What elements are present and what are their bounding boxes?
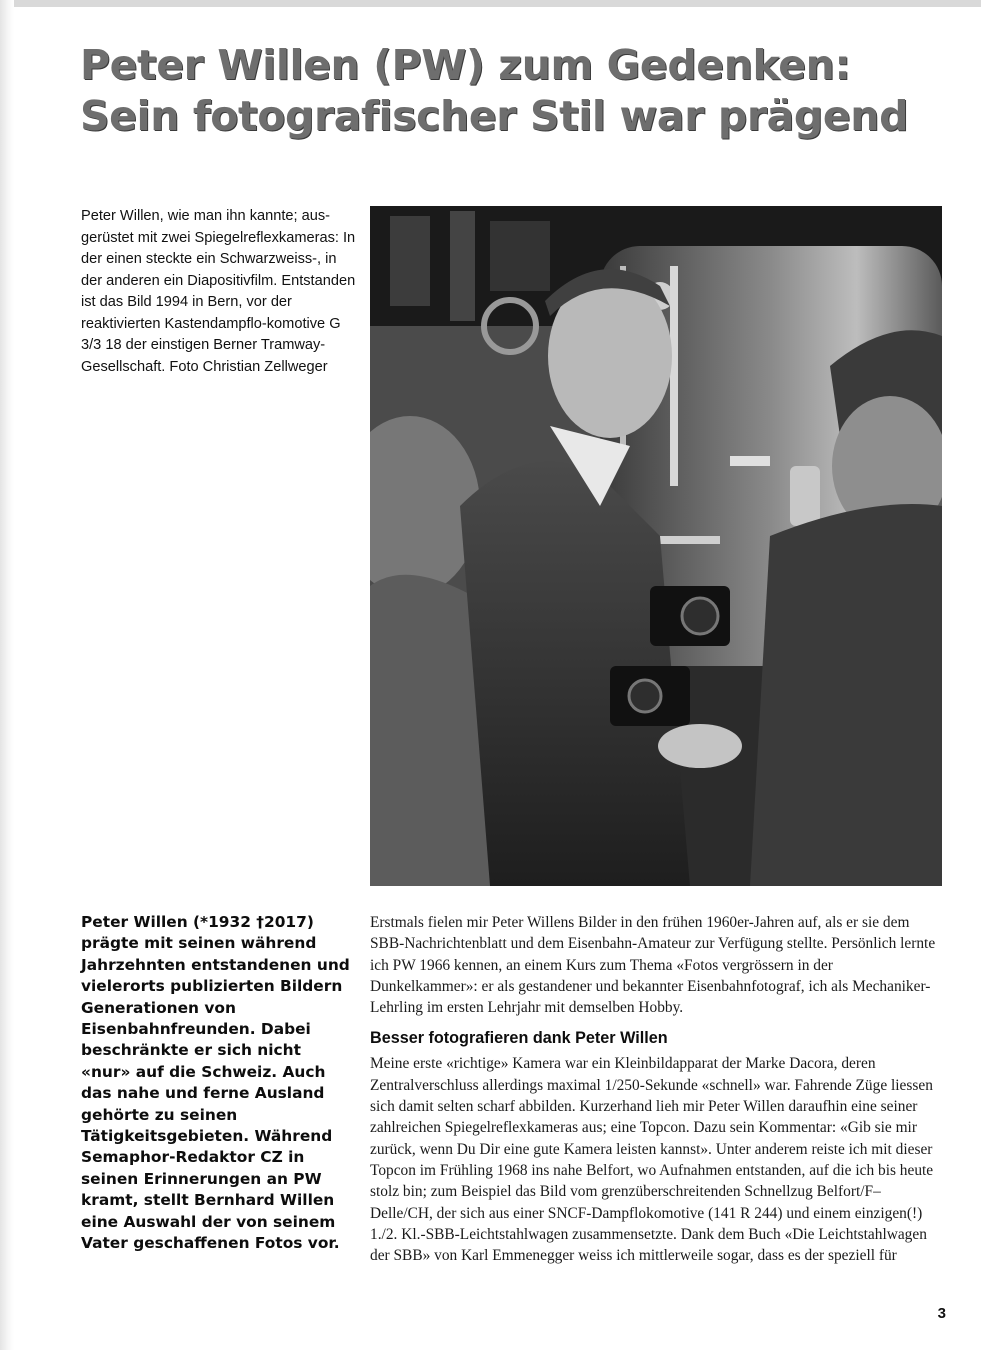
lead-text: Peter Willen (*1932 †2017) prägte mit seinen während Jahrzehnten entstandenen und vielerorts publizierten Bildern Generationen von Eisenbahnfreunden. Dabei beschränkte er sich nicht «nur» auf die Schweiz. Auch das nahe und ferne Ausland gehörte zu seinen Tätigkeitsgebieten. Während Semaphor-Redaktor CZ in seinen Erinnerungen an PW kramt, stellt Bernhard Willen eine Auswahl der von seinem Vater geschaffenen Fotos vor.: [81, 913, 350, 1253]
headline-line-2: Sein fotografischer Stil war prägend: [80, 92, 909, 140]
portrait-photo: [370, 206, 942, 886]
second-paragraph: Meine erste «richtige» Kamera war ein Kleinbildapparat der Marke Dacora, deren Zentralverschluss allerdings maximal 1/250-Sekunde «schnell» war. Fahrende Züge liessen sich damit selten scharf abbilden. Kurzerhand lieh mir Peter Willen daraufhin eine seiner zahlreichen Spiegelreflexkameras aus; eine Topcon. Dazu sein Kommentar: «Gib sie mir zurück, wenn Du Dir eine gute Kamera leisten kannst». Unter anderem reiste ich mit dieser Topcon im Frühling 1968 ins nahe Belfort, wo Aufnahmen entstanden, auf die ich bis heute stolz bin; zum Beispiel das Bild vom grenzüberschreitenden Schnellzug Belfort/F–Delle/CH, der sich aus einer SNCF-Dampflokomotive (141 R 244) und einem einzigen(!) 1./2. Kl.-SBB-Leichtstahlwagen zusammensetzte. Dank dem Buch «Die Leichtstahlwagen der SBB» von Karl Emmenegger weiss ich mittlerweile sogar, dass es der speziell für: [370, 1055, 934, 1265]
headline: [80, 40, 960, 142]
page-number: 3: [937, 1305, 946, 1322]
page-spine-shadow: [0, 0, 14, 1350]
article-body: [370, 912, 942, 1266]
page-top-edge: [0, 0, 981, 7]
section-subheading: Besser fotografieren dank Peter Willen: [370, 1029, 668, 1048]
intro-paragraph: Erstmals fielen mir Peter Willens Bilder in den frühen 1960er-Jahren auf, als er sie dem SBB-Nachrichtenblatt und dem Eisenbahn-Amateur zur Verfügung stellte. Persönlich lernte ich PW 1966 kennen, an einem Kurs zum Thema «Fotos vergrössern in der Dunkelkammer»: er als gestandener und bekannter Eisenbahnfotograf, ich als Mechaniker-Lehrling im ersten Lehrjahr mit demselben Hobby.: [370, 914, 936, 1017]
photo-caption: Peter Willen, wie man ihn kannte; aus-gerüstet mit zwei Spiegelreflexkameras: In der einen steckte ein Schwarzweiss-, in der anderen ein Diapositivfilm. Entstanden ist das Bild 1994 in Bern, vor der reaktivierten Kastendampflo-komotive G 3/3 18 der einstigen Berner Tramway-Gesellschaft. Foto Christian Zellweger: [81, 208, 356, 375]
headline-line-1: Peter Willen (PW) zum Gedenken:: [80, 41, 851, 89]
